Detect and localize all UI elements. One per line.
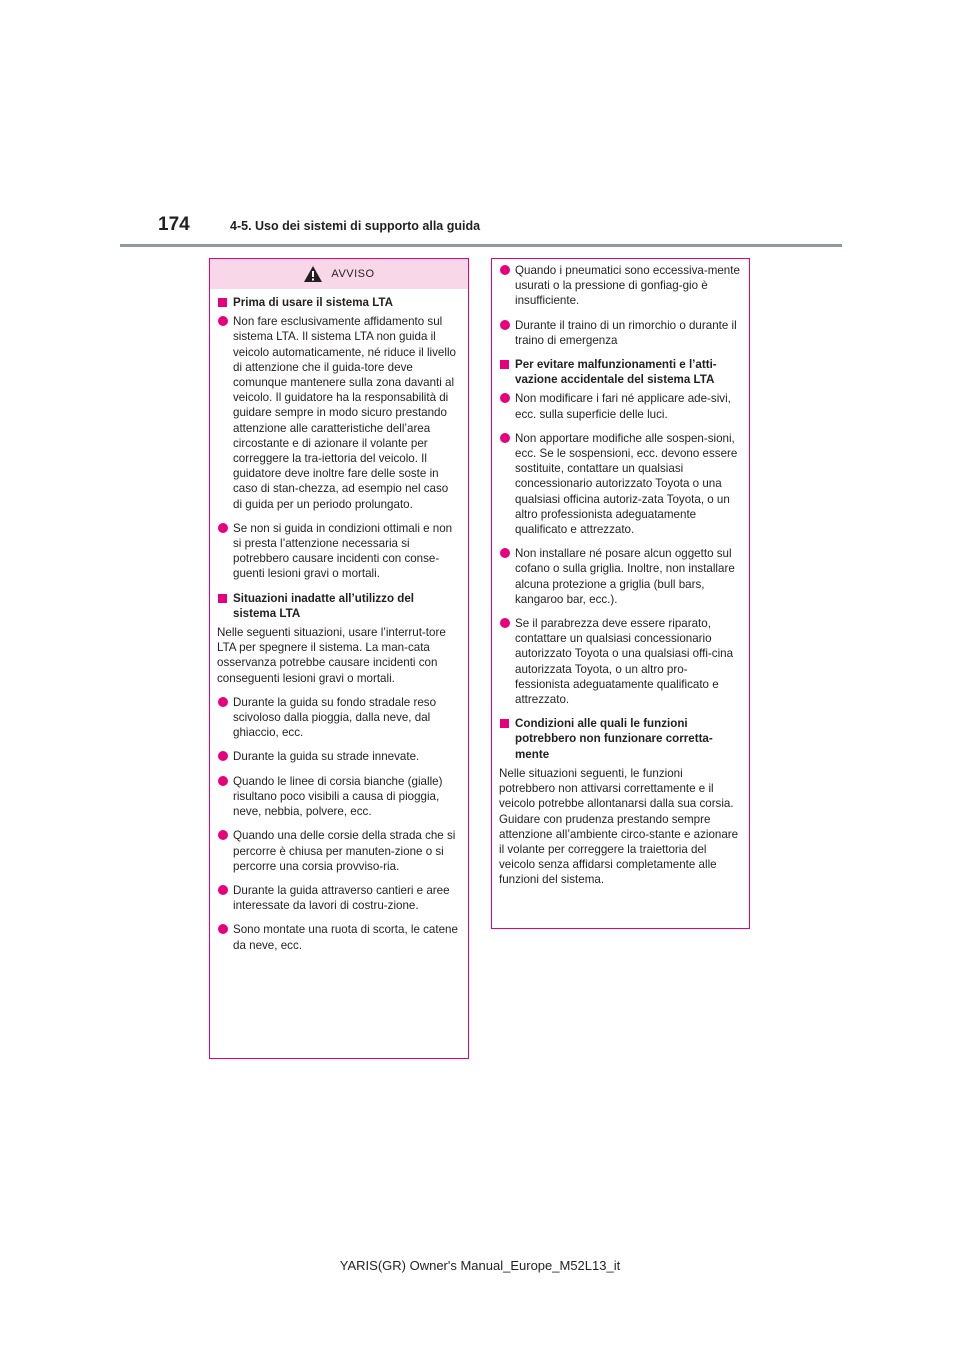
bullet-item (217, 521, 459, 582)
bullet-dot-icon (500, 433, 510, 443)
warning-content-right (492, 259, 749, 888)
bullet-text: Non apportare modifiche alle sospen-sioni, ecc. Se le sospensioni, ecc. devono essere sostituite, contattare un qualsiasi concessionario autorizzato Toyota o una qualsiasi officina autoriz-zata Toyota, o un altro professionista adeguatamente qualificato e attrezzato. (515, 431, 738, 537)
bullet-text: Durante la guida su fondo stradale reso scivoloso dalla pioggia, dalla neve, dal ghiaccio, ecc. (233, 695, 437, 740)
bullet-dot-icon (218, 885, 228, 895)
bullet-item (499, 263, 740, 309)
warning-box-right (491, 258, 750, 929)
warning-label: AVVISO (331, 268, 375, 280)
bullet-item (217, 774, 459, 820)
bullet-item (499, 391, 740, 421)
section-heading: Situazioni inadatte all’utilizzo del sistema LTA (217, 591, 459, 621)
bullet-item (217, 922, 459, 952)
bullet-item (217, 695, 459, 741)
bullet-dot-icon (500, 320, 510, 330)
section-heading: Condizioni alle quali le funzioni potrebbero non funzionare corretta-mente (499, 716, 740, 762)
bullet-dot-icon (500, 548, 510, 558)
bullet-text: Non modificare i fari né applicare ade-sivi, ecc. sulla superficie delle luci. (515, 392, 731, 421)
warning-content-left (210, 295, 468, 953)
bullet-item (499, 616, 740, 707)
bullet-text: Durante il traino di un rimorchio o durante il traino di emergenza (515, 318, 737, 347)
bullet-dot-icon (500, 618, 510, 628)
bullet-text: Quando le linee di corsia bianche (gialle) risultano poco visibili a causa di pioggia, neve, nebbia, polvere, ecc. (233, 774, 443, 819)
bullet-text: Non fare esclusivamente affidamento sul sistema LTA. Il sistema LTA non guida il veicolo automaticamente, né riduce il livello di attenzione che il guida-tore deve comunque mantenere sulla zona davanti al veicolo. Il guidatore ha la responsabilità di guidare sempre in modo sicuro prestando attenzione alle caratteristiche dell’area circostante e di azionare il volante per correggere la tra-iettoria del veicolo. Il guidatore deve inoltre fare delle soste in caso di stan-chezza, ad esempio nel caso di guida per un periodo prolungato. (233, 315, 456, 511)
bullet-text: Sono montate una ruota di scorta, le catene da neve, ecc. (233, 923, 458, 952)
bullet-item (217, 828, 459, 874)
footer-manual-id: YARIS(GR) Owner's Manual_Europe_M52L13_it (339, 1258, 621, 1273)
bullet-dot-icon (218, 751, 228, 761)
bullet-text: Durante la guida attraverso cantieri e aree interessate da lavori di costru-zione. (233, 883, 450, 913)
bullet-text: Non installare né posare alcun oggetto sul cofano o sulla griglia. Inoltre, non installare alcuna protezione a griglia (bull bars, kangaroo bar, ecc.). (515, 547, 735, 606)
section-title: 4-5. Uso dei sistemi di supporto alla guida (230, 219, 481, 233)
bullet-dot-icon (218, 924, 228, 934)
bullet-text: Se il parabrezza deve essere riparato, contattare un qualsiasi concessionario autorizzato Toyota o una qualsiasi offi-cina autorizzata Toyota, o un altro pro-fessionista adeguatamente qualificato e attrezzato. (515, 617, 734, 707)
bullet-dot-icon (218, 316, 228, 326)
paragraph: Nelle seguenti situazioni, usare l’interrut-tore LTA per spegnere il sistema. La man-cata osservanza potrebbe causare incidenti con conseguenti lesioni gravi o mortali. (217, 626, 446, 685)
warning-box-left (209, 258, 469, 1059)
bullet-dot-icon (500, 393, 510, 403)
bullet-dot-icon (218, 697, 228, 707)
paragraph: Nelle situazioni seguenti, le funzioni potrebbero non attivarsi correttamente e il veicolo potrebbe allontanarsi dalla sua corsia. Guidare con prudenza prestando sempre attenzione all’ambiente circo-stante e azionare il volante per correggere la traiettoria del veicolo senza affidarsi completamente alle funzioni del sistema. (499, 766, 739, 887)
section-heading: Per evitare malfunzionamenti e l’atti-vazione accidentale del sistema LTA (499, 357, 740, 387)
bullet-dot-icon (218, 830, 228, 840)
bullet-text: Quando i pneumatici sono eccessiva-mente usurati o la pressione di gonfiag-gio è insufficiente. (515, 264, 740, 308)
bullet-text: Durante la guida su strade innevate. (233, 750, 420, 764)
header-divider (120, 244, 842, 247)
bullet-item (217, 749, 459, 764)
bullet-item (499, 546, 740, 607)
bullet-item (217, 883, 459, 913)
bullet-dot-icon (218, 523, 228, 533)
bullet-item (499, 431, 740, 537)
bullet-item (217, 314, 459, 512)
bullet-text: Quando una delle corsie della strada che si percorre è chiusa per manuten-zione o si percorre una corsia provviso-ria. (233, 829, 456, 873)
warning-triangle-icon (303, 265, 323, 283)
section-heading: Prima di usare il sistema LTA (217, 295, 459, 310)
bullet-dot-icon (218, 776, 228, 786)
bullet-text: Se non si guida in condizioni ottimali e non si presta l’attenzione necessaria si potrebbero causare incidenti con conse-guenti lesioni gravi o mortali. (233, 521, 453, 581)
bullet-item (499, 318, 740, 348)
bullet-dot-icon (500, 265, 510, 275)
page-number: 174 (158, 214, 190, 235)
warning-header (210, 259, 468, 289)
